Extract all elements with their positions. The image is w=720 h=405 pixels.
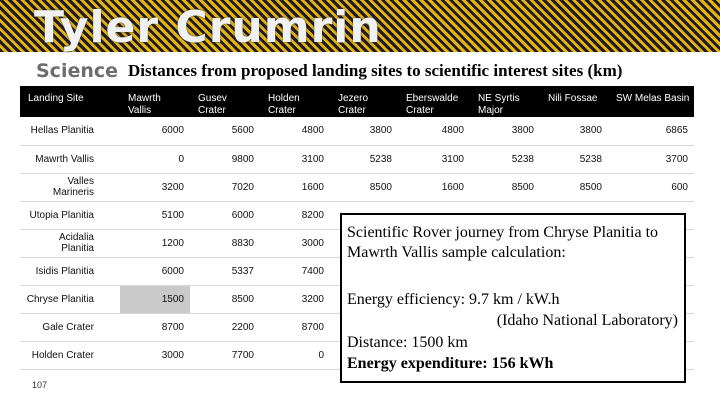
source-text: (Idaho National Laboratory): [496, 312, 678, 329]
table-cell: 5600: [190, 117, 260, 145]
column-header: Holden Crater: [260, 86, 330, 117]
table-cell: 0: [120, 145, 190, 173]
row-label: Utopia Planitia: [20, 201, 120, 229]
table-row: [20, 117, 694, 145]
row-label: Acidalia Planitia: [20, 229, 120, 257]
table-cell: 3800: [330, 117, 398, 145]
table-cell: 3800: [470, 117, 540, 145]
table-cell: 6865: [608, 117, 694, 145]
row-label: Hellas Planitia: [20, 117, 120, 145]
table-cell: 5100: [120, 201, 190, 229]
table-cell: 6000: [120, 117, 190, 145]
table-cell: 1600: [260, 173, 330, 201]
table-cell: 2200: [190, 313, 260, 341]
callout-heading: Scientific Rover journey from Chryse Planitia to Mawrth Vallis sample calculation:: [347, 224, 659, 261]
brand-title: Tyler Crumrin: [34, 2, 382, 53]
table-cell: 3000: [120, 341, 190, 369]
distance-text: Distance: 1500 km: [347, 334, 468, 351]
table-cell: 3700: [608, 145, 694, 173]
row-label: Isidis Planitia: [20, 257, 120, 285]
page-title: Distances from proposed landing sites to scientific interest sites (km): [128, 61, 623, 80]
table-cell: 4800: [260, 117, 330, 145]
column-header: SW Melas Basin: [608, 86, 694, 117]
table-cell: 0: [260, 341, 330, 369]
table-cell: 8200: [260, 201, 330, 229]
table-cell: 6000: [190, 201, 260, 229]
column-header: Eberswalde Crater: [398, 86, 470, 117]
table-cell: 8700: [260, 313, 330, 341]
column-header: NE Syrtis Major: [470, 86, 540, 117]
column-header: Nili Fossae: [540, 86, 608, 117]
table-cell: 5238: [540, 145, 608, 173]
table-cell: 3100: [398, 145, 470, 173]
table-cell: 8500: [470, 173, 540, 201]
calculation-callout: [340, 213, 686, 383]
row-label: Mawrth Vallis: [20, 145, 120, 173]
brand-subtitle: Science: [36, 60, 119, 82]
table-cell: 8500: [540, 173, 608, 201]
table-cell: 1600: [398, 173, 470, 201]
table-cell: 3100: [260, 145, 330, 173]
table-row: [20, 145, 694, 173]
table-cell: 1200: [120, 229, 190, 257]
table-cell: 3000: [260, 229, 330, 257]
table-cell: 9800: [190, 145, 260, 173]
table-cell: 5238: [330, 145, 398, 173]
table-cell: 1500: [120, 285, 190, 313]
table-cell: 7400: [260, 257, 330, 285]
column-header: Landing Site: [20, 86, 120, 117]
row-label: Holden Crater: [20, 341, 120, 369]
table-cell: 4800: [398, 117, 470, 145]
slide-number: 107: [32, 380, 48, 390]
table-cell: 3200: [120, 173, 190, 201]
row-label: Valles Marineris: [20, 173, 120, 201]
column-header: Mawrth Vallis: [120, 86, 190, 117]
column-header: Gusev Crater: [190, 86, 260, 117]
row-label: Gale Crater: [20, 313, 120, 341]
table-cell: 5238: [470, 145, 540, 173]
table-cell: 7700: [190, 341, 260, 369]
table-row: [20, 173, 694, 201]
energy-expenditure-text: Energy expenditure: 156 kWh: [347, 355, 554, 372]
table-cell: 8500: [330, 173, 398, 201]
table-header-row: [20, 86, 694, 117]
column-header: Jezero Crater: [330, 86, 398, 117]
table-cell: 3200: [260, 285, 330, 313]
table-cell: 3800: [540, 117, 608, 145]
table-cell: 600: [608, 173, 694, 201]
table-cell: 8700: [120, 313, 190, 341]
table-cell: 6000: [120, 257, 190, 285]
table-cell: 7020: [190, 173, 260, 201]
table-cell: 8500: [190, 285, 260, 313]
table-cell: 8830: [190, 229, 260, 257]
energy-efficiency-text: Energy efficiency: 9.7 km / kW.h: [347, 291, 560, 308]
row-label: Chryse Planitia: [20, 285, 120, 313]
table-cell: 5337: [190, 257, 260, 285]
